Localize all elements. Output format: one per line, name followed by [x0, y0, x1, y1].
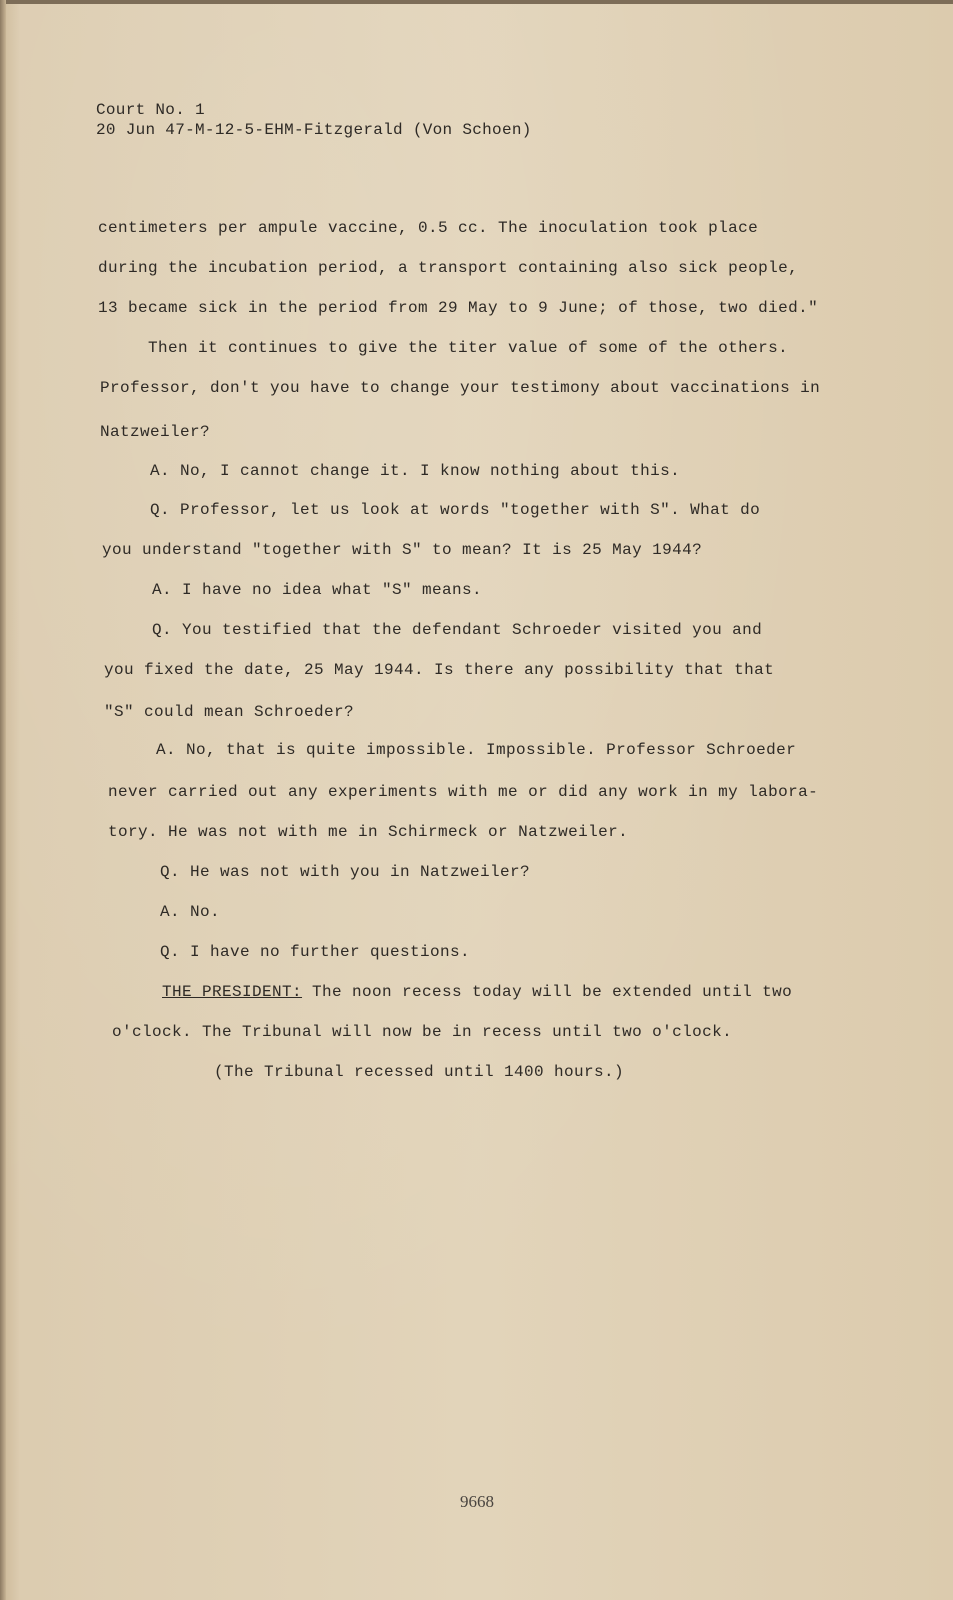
text-line: centimeters per ampule vaccine, 0.5 cc. The inoculation took place: [98, 219, 759, 237]
recess-note: (The Tribunal recessed until 1400 hours.): [214, 1063, 625, 1081]
text-line: you understand "together with S" to mean? It is 25 May 1944?: [102, 541, 703, 559]
president-text: The noon recess today will be extended until two: [302, 983, 793, 1001]
text-line: tory. He was not with me in Schirmeck or Natzweiler.: [108, 823, 629, 841]
answer-line: A. No, that is quite impossible. Impossible. Professor Schroeder: [156, 741, 797, 759]
president-line: [162, 983, 792, 1001]
page-number: 9668: [460, 1492, 494, 1511]
text-line: never carried out any experiments with me or did any work in my labora-: [108, 783, 819, 801]
answer-line: A. I have no idea what "S" means.: [152, 581, 483, 599]
text-line: during the incubation period, a transport containing also sick people,: [98, 259, 799, 277]
session-reference: 20 Jun 47-M-12-5-EHM-Fitzgerald (Von Schoen): [96, 121, 532, 139]
page-top-edge: [0, 0, 953, 4]
president-label: THE PRESIDENT:: [162, 983, 303, 1001]
text-line: Professor, don't you have to change your testimony about vaccinations in: [100, 379, 821, 397]
answer-line: A. No.: [160, 903, 221, 921]
page-left-edge: [0, 0, 6, 1600]
text-line: Then it continues to give the titer value of some of the others.: [148, 339, 789, 357]
text-line: "S" could mean Schroeder?: [104, 703, 355, 721]
text-line: you fixed the date, 25 May 1944. Is there any possibility that that: [104, 661, 775, 679]
document-header: [96, 100, 532, 140]
text-line: 13 became sick in the period from 29 May to 9 June; of those, two died.": [98, 299, 819, 317]
court-number: Court No. 1: [96, 101, 205, 119]
answer-line: A. No, I cannot change it. I know nothing about this.: [150, 462, 681, 480]
text-line: o'clock. The Tribunal will now be in recess until two o'clock.: [112, 1023, 733, 1041]
question-line: Q. I have no further questions.: [160, 943, 471, 961]
question-line: Q. He was not with you in Natzweiler?: [160, 863, 531, 881]
question-line: Q. You testified that the defendant Schroeder visited you and: [152, 621, 763, 639]
text-line: Natzweiler?: [100, 423, 211, 441]
question-line: Q. Professor, let us look at words "together with S". What do: [150, 501, 761, 519]
